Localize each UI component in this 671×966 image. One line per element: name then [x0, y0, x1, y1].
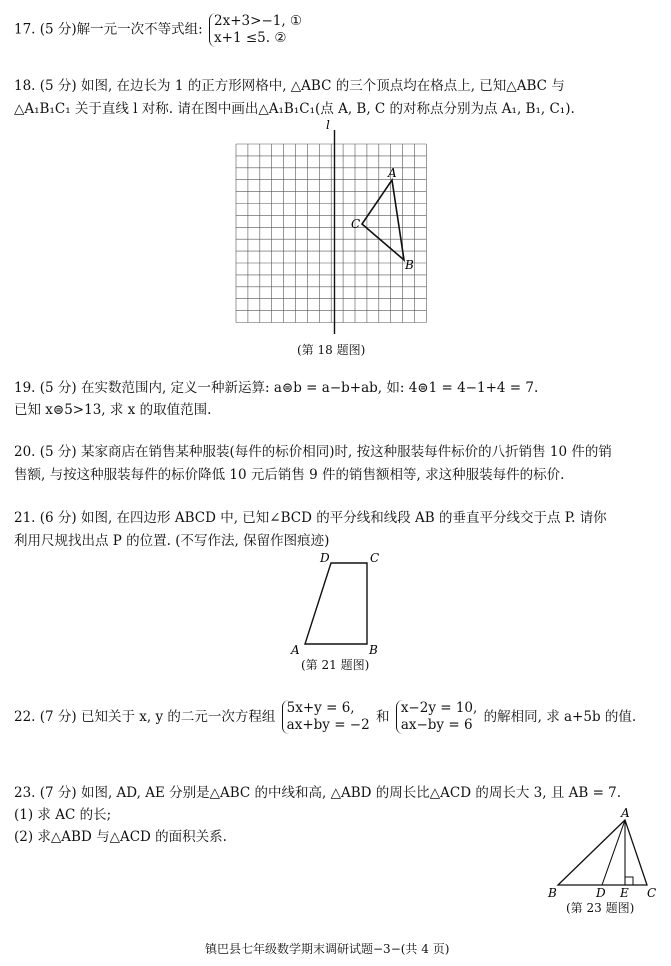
triangle-abc — [558, 820, 647, 885]
q22-system-1-eq-1: 5x+y = 6, — [286, 700, 355, 716]
label-e: E — [620, 886, 629, 900]
q22-system-2-eq-2: ax−by = 6 — [400, 717, 473, 733]
label-b: B — [369, 643, 378, 657]
quadrilateral-abcd — [305, 563, 367, 644]
q23-line-2: (1) 求 AC 的长; — [14, 807, 112, 823]
question-22 — [14, 700, 636, 734]
q17-text: 17. (5 分)解一元一次不等式组: — [14, 21, 203, 38]
right-angle-mark — [625, 877, 633, 885]
q22-system-1 — [282, 700, 370, 734]
q22-system-2-eq-1: x−2y = 10, — [400, 700, 478, 716]
q20-line-1: 20. (5 分) 某家商店在销售某种服装(每件的标价相同)时, 按这种服装每件标价的八折销售 10 件的销 — [14, 444, 612, 460]
q21-line-2: 利用尺规找出点 P 的位置. (不写作法, 保留作图痕迹) — [14, 533, 330, 549]
q23-caption: (第 23 题图) — [566, 901, 635, 915]
q23-line-3: (2) 求△ABD 与△ACD 的面积关系. — [14, 829, 227, 845]
q17-inequality-2: x+1 ≤5. ② — [214, 30, 287, 46]
page-footer: 镇巴县七年级数学期末调研试题−3−(共 4 页) — [205, 942, 450, 956]
label-a: A — [388, 166, 397, 180]
label-c: C — [647, 886, 657, 900]
q22-and: 和 — [376, 709, 390, 725]
q23-line-1: 23. (7 分) 如图, AD, AE 分别是△ABC 的中线和高, △ABD 的周长比△ACD 的周长大 3, 且 AB = 7. — [14, 785, 622, 801]
label-b: B — [405, 258, 414, 272]
q18-grid-figure — [230, 118, 440, 336]
q19-line-1: 19. (5 分) 在实数范围内, 定义一种新运算: a⊜b = a−b+ab, 如: 4⊜1 = 4−1+4 = 7. — [14, 380, 539, 396]
q22-system-1-eq-2: ax+by = −2 — [286, 717, 370, 733]
label-c: C — [370, 551, 380, 565]
question-17 — [14, 13, 304, 47]
label-d: D — [320, 551, 330, 565]
q17-inequality-1: 2x+3>−1, ① — [214, 13, 303, 29]
triangle-abc — [362, 180, 404, 260]
label-d: D — [596, 886, 606, 900]
q20-line-2: 售额, 与按这种服装每件的标价降低 10 元后销售 9 件的销售额相等, 求这种服装每件的标价. — [14, 467, 565, 483]
q21-line-1: 21. (6 分) 如图, 在四边形 ABCD 中, 已知∠BCD 的平分线和线段 AB 的垂直平分线交于点 P. 请你 — [14, 510, 607, 526]
label-a: A — [291, 643, 300, 657]
label-line-l: l — [326, 118, 330, 132]
label-a: A — [621, 806, 630, 820]
median-ad — [602, 820, 625, 885]
q21-caption: (第 21 题图) — [301, 658, 370, 672]
q18-line-2: △A₁B₁C₁ 关于直线 l 对称. 请在图中画出△A₁B₁C₁(点 A, B, C 的对称点分别为点 A₁, B₁, C₁). — [14, 101, 575, 117]
q18-line-1: 18. (5 分) 如图, 在边长为 1 的正方形网格中, △ABC 的三个顶点均在格点上, 已知△ABC 与 — [14, 78, 565, 94]
square-grid — [236, 144, 426, 323]
q22-prefix: 22. (7 分) 已知关于 x, y 的二元一次方程组 — [14, 709, 276, 725]
q17-inequality-system — [209, 13, 302, 47]
label-c: C — [351, 217, 361, 231]
q23-triangle-figure — [545, 806, 661, 902]
q22-suffix: 的解相同, 求 a+5b 的值. — [483, 709, 637, 725]
label-b: B — [548, 886, 557, 900]
q19-line-2: 已知 x⊜5>13, 求 x 的取值范围. — [14, 402, 212, 418]
q21-quadrilateral-figure — [286, 550, 386, 660]
q18-caption: (第 18 题图) — [297, 343, 366, 357]
q22-system-2 — [396, 700, 478, 734]
